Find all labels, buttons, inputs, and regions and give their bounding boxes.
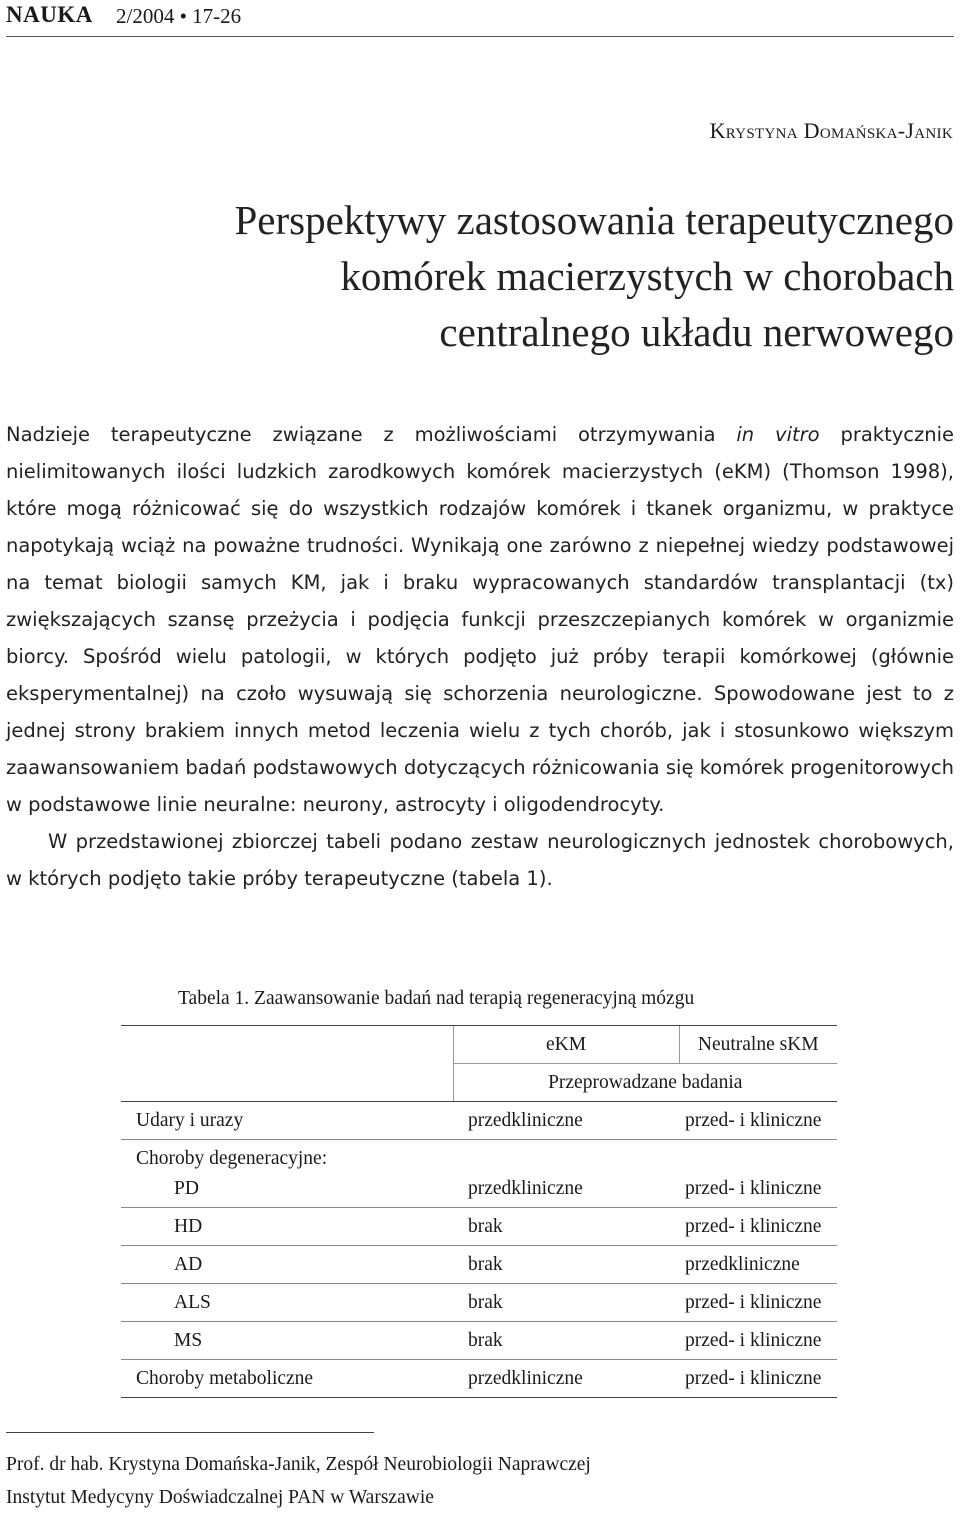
article-title (14, 192, 954, 360)
column-header-ekm: eKM (453, 1026, 679, 1064)
table-row: Udary i urazy przedkliniczne przed- i kliniczne (121, 1102, 837, 1140)
author-name: Krystyna Domańska-Janik (709, 118, 953, 143)
footnote-line: Prof. dr hab. Krystyna Domańska-Janik, Zespół Neurobiologii Naprawczej (6, 1454, 591, 1475)
title-line: centralnego układu nerwowego (439, 309, 954, 355)
journal-name: NAUKA (6, 2, 93, 27)
running-header (6, 0, 954, 37)
table-row: Choroby metaboliczne przedkliniczne przed- i kliniczne (121, 1360, 837, 1398)
title-line: Perspektywy zastosowania terapeutycznego (234, 197, 954, 243)
table-row: PD przedkliniczne przed- i kliniczne (121, 1170, 837, 1208)
footnote-divider (6, 1432, 374, 1433)
table-header-row (121, 1026, 837, 1064)
paragraph-2: W przedstawionej zbiorczej tabeli podano zestaw neurologicznych jednostek chorobowych, w których podjęto takie próby terapeutyczne (tabela 1). (6, 830, 954, 890)
title-line: komórek macierzystych w chorobach (340, 253, 954, 299)
footnote-line: Instytut Medycyny Doświadczalnej PAN w Warszawie (6, 1487, 434, 1508)
table-row: HD brak przed- i kliniczne (121, 1208, 837, 1246)
article-body (6, 416, 954, 897)
paragraph-1: Nadzieje terapeutyczne związane z możliwościami otrzymywania in vitro praktycznie nielimitowanych ilości ludzkich zarodkowych komórek macierzystych (eKM) (Thomson 1998), które mogą różnicować się do wszystkich rodzajów komórek i tkanek organizmu, w praktyce napotykają wciąż na poważne trudności. Wynikają one zarówno z niepełnej wiedzy podstawowej na temat biologii samych KM, jak i braku wypracowanych standardów transplantacji (tx) zwiększających szansę przeżycia i podjęcia funkcji przeszczepianych komórek w organizmie biorcy. Spośród wielu patologii, w których podjęto już próby terapii komórkowej (głównie eksperymentalnej) na czoło wysuwają się schorzenia neurologiczne. Spowodowane jest to z jednej strony brakiem innych metod leczenia wielu z tych chorób, jak i stosunkowo większym zaawansowaniem badań podstawowych dotyczących różnicowania się komórek progenitorowych w podstawowe linie neuralne: neurony, astrocyty i oligodendrocyty. (6, 423, 955, 816)
table-row: MS brak przed- i kliniczne (121, 1322, 837, 1360)
italic-term: in vitro (736, 423, 820, 446)
subheader: Przeprowadzane badania (453, 1064, 837, 1102)
table-row: AD brak przedkliniczne (121, 1246, 837, 1284)
table-row: ALS brak przed- i kliniczne (121, 1284, 837, 1322)
author-affiliation (6, 1448, 591, 1514)
data-table (121, 1025, 837, 1398)
table-subheader-row (121, 1064, 837, 1102)
table-group-row: Choroby degeneracyjne: (136, 1148, 328, 1169)
issue-info: 2/2004 • 17-26 (116, 4, 242, 28)
table-caption: Tabela 1. Zaawansowanie badań nad terapią regeneracyjną mózgu (178, 988, 695, 1009)
column-header-skm: Neutralne sKM (679, 1026, 837, 1064)
